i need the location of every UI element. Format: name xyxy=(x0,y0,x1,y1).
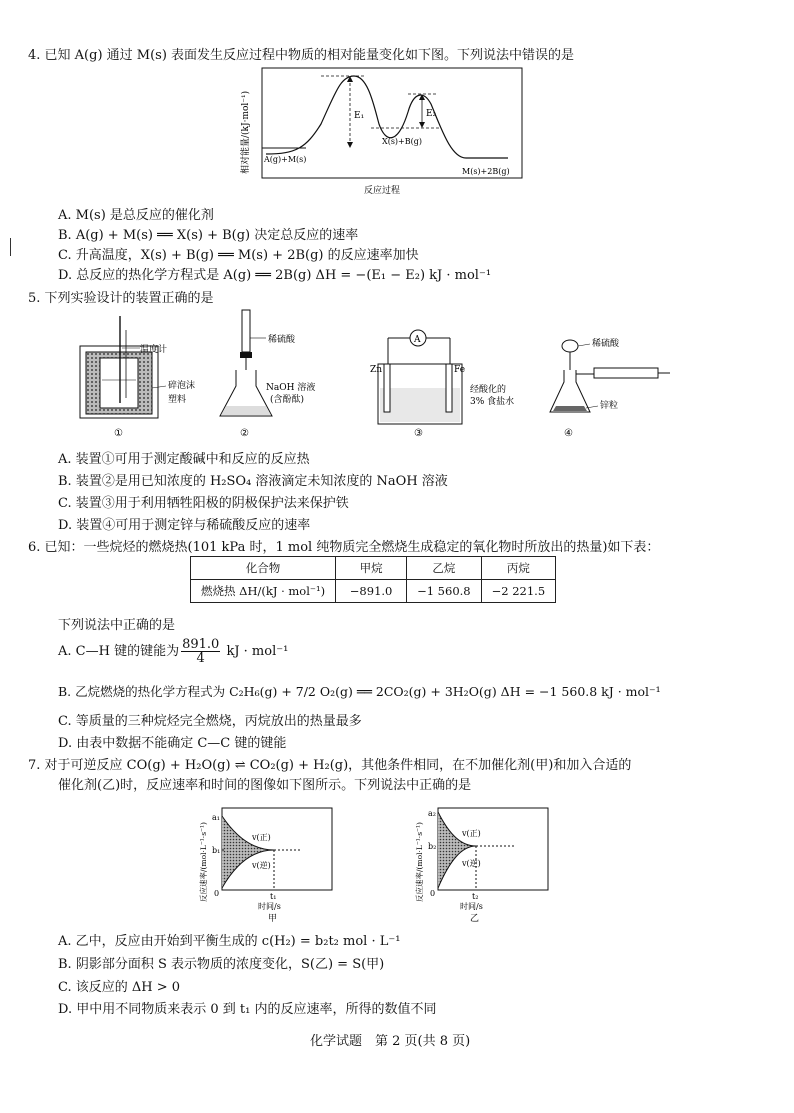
q4-e1: E₁ xyxy=(354,111,365,121)
graph1-b: b₁ xyxy=(212,846,221,855)
q6-option-a-unit: kJ · mol⁻¹ xyxy=(226,644,289,659)
q4-option-c: C. 升高温度，X(s) + B(g) ══ M(s) + 2B(g) 的反应速率加快 xyxy=(58,248,419,263)
fe-label: Fe xyxy=(454,365,466,375)
q6-option-b: B. 乙烷燃烧的热化学方程式为 C₂H₆(g) + 7/2 O₂(g) ══ 2CO₂(g) + 3H₂O(g) ΔH = −1 560.8 kJ · mol⁻¹ xyxy=(58,684,661,699)
graph2-ylabel: 反应速率/(mol·L⁻¹·s⁻¹) xyxy=(415,822,424,902)
label-3: ③ xyxy=(414,428,423,439)
numerator: 891.0 xyxy=(182,637,220,652)
thermometer-label: 温度计 xyxy=(140,345,168,355)
page-footer: 化学试题 第 2 页(共 8 页) xyxy=(310,1034,471,1049)
naoh-label: NaOH 溶液 xyxy=(266,383,316,393)
denominator: 4 xyxy=(196,651,205,666)
zinc-granules-label: 锌粒 xyxy=(600,401,619,411)
graph2-b: b₂ xyxy=(428,842,437,851)
label-4: ④ xyxy=(564,428,573,439)
q7-stem-line2: 催化剂(乙)时，反应速率和时间的图像如下图所示。下列说法中正确的是 xyxy=(58,778,472,793)
q6-option-c: C. 等质量的三种烷烃完全燃烧，丙烷放出的热量最多 xyxy=(58,714,362,729)
apparatus-2 xyxy=(220,310,315,439)
fraction xyxy=(181,638,220,665)
graph1-caption: 甲 xyxy=(268,914,278,924)
salt-water-label-1: 经酸化的 xyxy=(470,385,507,395)
q4-start-label: A(g)+M(s) xyxy=(264,155,307,164)
phenolphthalein-label: (含酚酞) xyxy=(270,395,305,405)
graph1-origin: 0 xyxy=(214,889,220,898)
q4-xlabel: 反应过程 xyxy=(364,186,401,196)
q4-option-a: A. M(s) 是总反应的催化剂 xyxy=(58,208,214,223)
combustion-heat-table xyxy=(190,556,556,603)
q7-stem-line1: 7. 对于可逆反应 CO(g) + H₂O(g) ⇌ CO₂(g) + H₂(g)，其他条件相同，在不加催化剂(甲)和加入合适的 xyxy=(28,758,632,773)
q5-option-a: A. 装置①可用于测定酸碱中和反应的反应热 xyxy=(58,452,310,467)
q4-option-d: D. 总反应的热化学方程式是 A(g) ══ 2B(g) ΔH = −(E₁ − E₂) kJ · mol⁻¹ xyxy=(58,268,492,283)
q7-option-a: A. 乙中，反应由开始到平衡生成的 c(H₂) = b₂t₂ mol · L⁻¹ xyxy=(58,934,401,949)
graph1-xlabel: 时间/s xyxy=(258,902,281,911)
graph2-xlabel: 时间/s xyxy=(460,902,483,911)
q5-option-d: D. 装置④可用于测定锌与稀硫酸反应的速率 xyxy=(58,518,311,533)
q6-stem: 6. 已知：一些烷烃的燃烧热(101 kPa 时，1 mol 纯物质完全燃烧生成稳定的氧化物时所放出的热量)如下表： xyxy=(28,540,660,555)
table-header: 丙烷 xyxy=(481,557,556,580)
q5-option-b: B. 装置②是用已知浓度的 H₂SO₄ 溶液滴定未知浓度的 NaOH 溶液 xyxy=(58,474,448,489)
apparatus-4 xyxy=(550,337,670,439)
q7-option-d: D. 甲中用不同物质来表示 0 到 t₁ 内的反应速率，所得的数值不同 xyxy=(58,1002,437,1017)
table-cell: −2 221.5 xyxy=(481,580,556,603)
q6-subprompt: 下列说法中正确的是 xyxy=(58,618,176,633)
table-row xyxy=(191,580,556,603)
q4-ylabel: 相对能量/(kJ·mol⁻¹) xyxy=(241,90,251,174)
dilute-h2so4-label: 稀硫酸 xyxy=(268,335,296,345)
foam-label: 碎泡沫 xyxy=(168,381,196,391)
q4-option-b: B. A(g) + M(s) ══ X(s) + B(g) 决定总反应的速率 xyxy=(58,228,359,243)
q6-option-a-prefix: A. C—H 键的键能为 xyxy=(58,644,180,659)
table-header: 甲烷 xyxy=(336,557,407,580)
apparatus-1 xyxy=(80,316,195,439)
graph1-forward: v(正) xyxy=(252,833,271,842)
table-header: 化合物 xyxy=(191,557,336,580)
q4-mid-label: X(s)+B(g) xyxy=(382,137,422,146)
dilute-h2so4-label-2: 稀硫酸 xyxy=(592,339,620,349)
zn-label: Zn xyxy=(370,365,383,375)
salt-water-label-2: 3% 食盐水 xyxy=(470,397,515,407)
graph1-a: a₁ xyxy=(212,813,220,822)
q6-option-d: D. 由表中数据不能确定 C—C 键的键能 xyxy=(58,736,287,751)
graph1-reverse: v(逆) xyxy=(252,861,271,870)
q7-rate-graph-yi xyxy=(412,796,562,924)
table-header: 乙烷 xyxy=(407,557,482,580)
table-cell: 燃烧热 ΔH/(kJ · mol⁻¹) xyxy=(191,580,336,603)
q6-option-a xyxy=(58,638,288,665)
apparatus-3 xyxy=(370,330,514,439)
q4-stem: 4. 已知 A(g) 通过 M(s) 表面发生反应过程中物质的相对能量变化如下图。下列说法中错误的是 xyxy=(28,48,575,63)
q4-e2: E₂ xyxy=(426,109,437,119)
graph2-a: a₂ xyxy=(428,809,436,818)
label-1: ① xyxy=(114,428,123,439)
q4-end-label: M(s)+2B(g) xyxy=(462,167,510,176)
q5-option-c: C. 装置③用于利用牺牲阳极的阴极保护法来保护铁 xyxy=(58,496,349,511)
table-cell: −1 560.8 xyxy=(407,580,482,603)
graph2-t: t₂ xyxy=(472,892,479,901)
table-header-row xyxy=(191,557,556,580)
q5-apparatus-figure xyxy=(70,308,710,442)
graph2-forward: v(正) xyxy=(462,829,481,838)
plastic-label: 塑料 xyxy=(168,395,187,405)
label-2: ② xyxy=(240,428,249,439)
graph1-t: t₁ xyxy=(270,892,277,901)
ammeter-label: A xyxy=(414,335,421,345)
q5-stem: 5. 下列实验设计的装置正确的是 xyxy=(28,291,214,306)
graph2-origin: 0 xyxy=(430,889,436,898)
graph1-ylabel: 反应速率/(mol·L⁻¹·s⁻¹) xyxy=(199,822,208,902)
margin-mark xyxy=(10,238,11,256)
q7-rate-graph-jia xyxy=(196,796,346,924)
graph2-reverse: v(逆) xyxy=(462,859,481,868)
graph2-caption: 乙 xyxy=(470,914,480,924)
q7-option-c: C. 该反应的 ΔH > 0 xyxy=(58,980,181,995)
table-cell: −891.0 xyxy=(336,580,407,603)
q4-energy-diagram xyxy=(236,66,526,198)
q7-option-b: B. 阴影部分面积 S 表示物质的浓度变化，S(乙) = S(甲) xyxy=(58,957,385,972)
